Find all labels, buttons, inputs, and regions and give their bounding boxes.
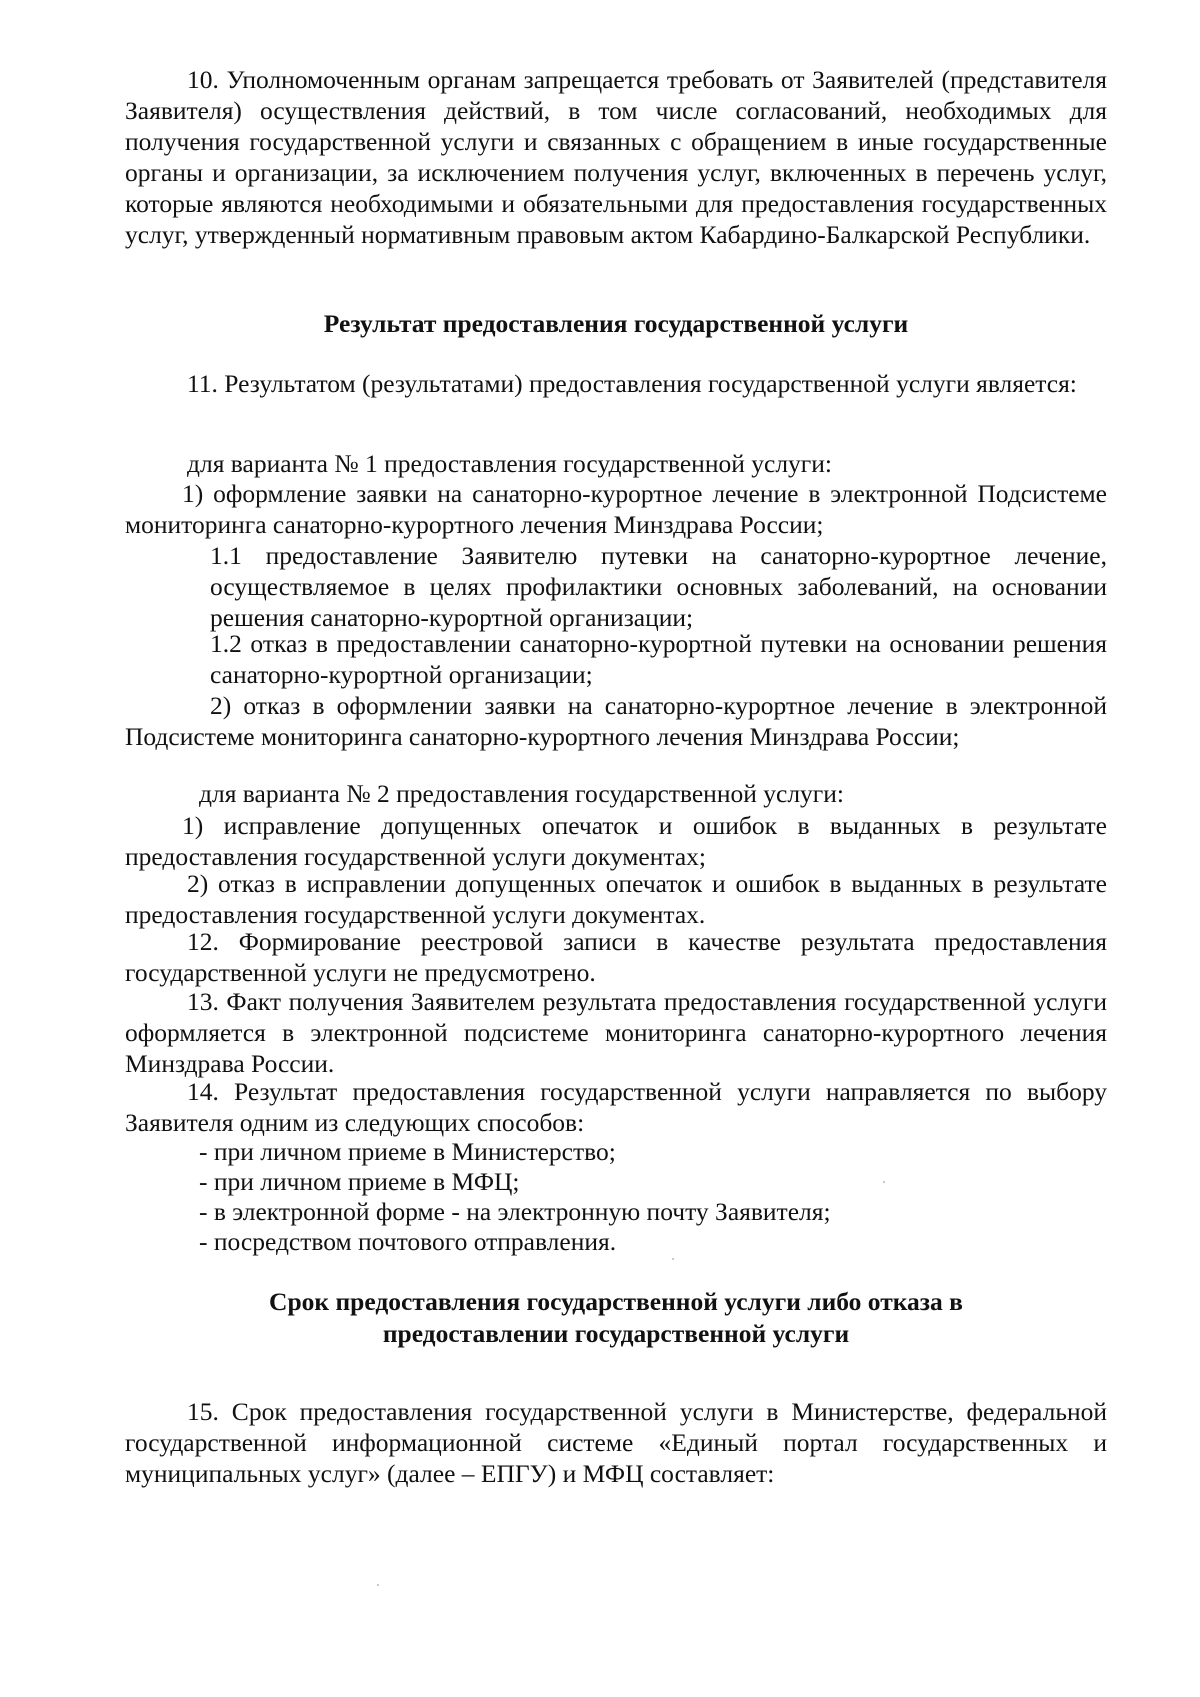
variant-1-intro: для варианта № 1 предоставления государственной услуги: xyxy=(187,449,832,478)
heading-term-line-2: предоставлении государственной услуги xyxy=(382,1319,850,1348)
variant-1-item-2: 2) отказ в оформлении заявки на санаторно-курортное лечение в электронной Подсистеме мониторинга санаторно-курортного лечения Минздрава России; xyxy=(125,691,1107,751)
delivery-method-1: - при личном приеме в Министерство; xyxy=(199,1137,616,1166)
paragraph-14: 14. Результат предоставления государственной услуги направляется по выбору Заявителя одним из следующих способов: xyxy=(125,1077,1107,1137)
scan-speck xyxy=(883,1181,885,1183)
scan-speck xyxy=(672,1258,674,1260)
paragraph-13: 13. Факт получения Заявителем результата предоставления государственной услуги оформляется в электронной подсистеме мониторинга санаторно-курортного лечения Минздрава России. xyxy=(125,987,1107,1078)
scan-speck xyxy=(377,1584,379,1586)
variant-1-item-1-1: 1.1 предоставление Заявителю путевки на санаторно-курортное лечение, осуществляемое в целях профилактики основных заболеваний, на основании решения санаторно-курортной организации; xyxy=(210,541,1107,632)
paragraph-10: 10. Уполномоченным органам запрещается требовать от Заявителей (представителя Заявителя) осуществления действий, в том числе согласований, необходимых для получения государственной услуги и связанных с обращением в иные государственные органы и организации, за исключением получения услуг, включенных в перечень услуг, которые являются необходимыми и обязательными для предоставления государственных услуг, утвержденный нормативным правовым актом Кабардино-Балкарской Республики. xyxy=(125,65,1107,249)
delivery-method-2: - при личном приеме в МФЦ; xyxy=(199,1167,520,1196)
paragraph-12: 12. Формирование реестровой записи в качестве результата предоставления государственной услуги не предусмотрено. xyxy=(125,927,1107,987)
variant-2-intro: для варианта № 2 предоставления государственной услуги: xyxy=(199,779,844,808)
variant-2-item-1: 1) исправление допущенных опечаток и ошибок в выданных в результате предоставления государственной услуги документах; xyxy=(125,811,1107,871)
variant-1-item-1-2: 1.2 отказ в предоставлении санаторно-курортной путевки на основании решения санаторно-курортной организации; xyxy=(210,629,1107,689)
delivery-method-3: - в электронной форме - на электронную почту Заявителя; xyxy=(199,1197,831,1226)
paragraph-15: 15. Срок предоставления государственной услуги в Министерстве, федеральной государственной информационной системе «Единый портал государственных и муниципальных услуг» (далее – ЕПГУ) и МФЦ составляет: xyxy=(125,1397,1107,1488)
heading-term-line-1: Срок предоставления государственной услуги либо отказа в xyxy=(269,1287,963,1316)
variant-2-item-2: 2) отказ в исправлении допущенных опечаток и ошибок в выданных в результате предоставления государственной услуги документах. xyxy=(125,869,1107,929)
heading-result: Результат предоставления государственной услуги xyxy=(323,309,909,338)
variant-1-item-1: 1) оформление заявки на санаторно-курортное лечение в электронной Подсистеме мониторинга санаторно-курортного лечения Минздрава России; xyxy=(125,479,1107,539)
paragraph-11: 11. Результатом (результатами) предоставления государственной услуги является: xyxy=(187,369,1077,398)
delivery-method-4: - посредством почтового отправления. xyxy=(199,1227,617,1256)
